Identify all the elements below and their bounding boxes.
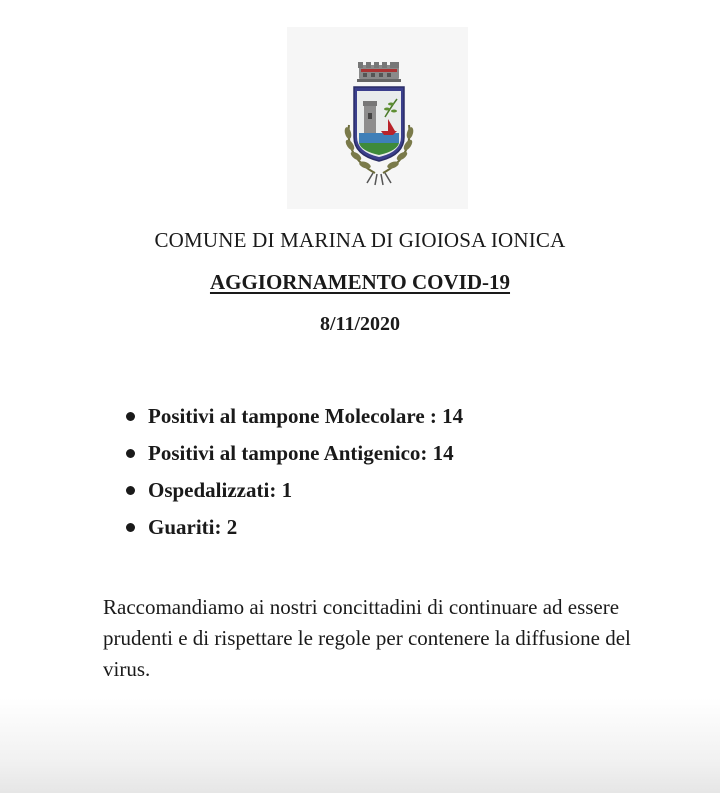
update-date: 8/11/2020 — [319, 313, 400, 335]
covid-stats-list — [124, 401, 463, 549]
bullet-icon — [126, 486, 135, 495]
stat-guariti: Guariti: 2 — [148, 515, 238, 539]
stat-positivi-molecolare: Positivi al tampone Molecolare : 14 — [148, 404, 464, 428]
shield-icon — [354, 87, 404, 161]
bullet-icon — [126, 449, 135, 458]
update-title-text: AGGIORNAMENTO COVID-19 — [209, 270, 511, 294]
bullet-icon — [126, 412, 135, 421]
stat-positivi-antigenico: Positivi al tampone Antigenico: 14 — [148, 441, 454, 465]
list-item — [124, 401, 463, 438]
stat-ospedalizzati: Ospedalizzati: 1 — [148, 478, 293, 502]
coat-of-arms-panel — [287, 27, 468, 209]
list-item — [124, 438, 463, 475]
ribbon-icon — [367, 173, 391, 185]
list-item — [124, 512, 463, 549]
recommendation-message: Raccomandiamo ai nostri concittadini di continuare ad essere prudenti e di rispettare le regole per contenere la diffusione del virus. — [103, 595, 631, 681]
municipality-name: COMUNE DI MARINA DI GIOIOSA IONICA — [154, 228, 566, 252]
update-title — [0, 270, 720, 295]
coat-of-arms-icon — [287, 27, 468, 209]
list-item — [124, 475, 463, 512]
crown-icon — [357, 62, 401, 82]
bullet-icon — [126, 523, 135, 532]
